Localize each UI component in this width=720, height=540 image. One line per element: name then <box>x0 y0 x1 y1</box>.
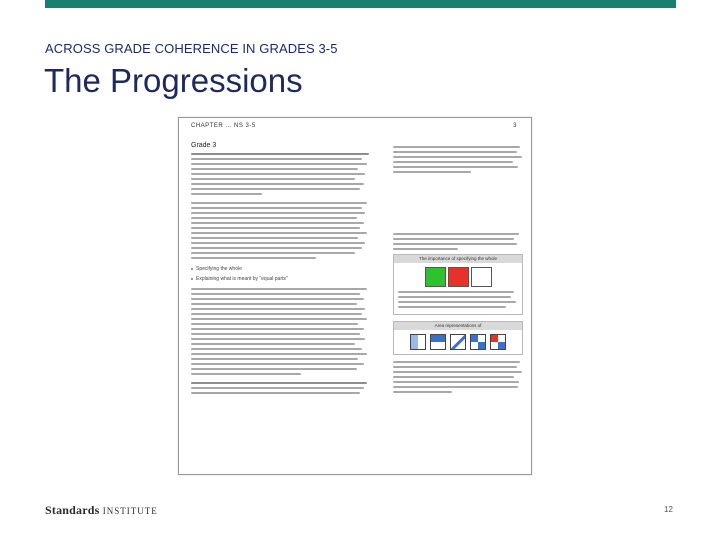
red-square <box>448 267 469 287</box>
text-line <box>191 298 364 300</box>
text-line <box>191 343 355 345</box>
text-line <box>191 153 369 155</box>
text-line <box>191 222 364 224</box>
text-line <box>191 247 362 249</box>
slide-title: The Progressions <box>44 62 303 99</box>
text-line <box>191 173 365 175</box>
text-line <box>191 363 364 365</box>
text-line <box>393 161 513 163</box>
doc-main-column <box>191 142 369 397</box>
text-line <box>191 178 355 180</box>
text-line <box>398 291 514 293</box>
doc-page-number: 3 <box>513 123 517 129</box>
area-square <box>470 334 486 350</box>
text-line <box>393 166 518 168</box>
text-line <box>398 301 516 303</box>
text-line <box>191 358 358 360</box>
text-line <box>191 158 362 160</box>
text-line <box>398 296 511 298</box>
text-line <box>393 171 471 173</box>
text-line <box>393 391 452 393</box>
text-line <box>191 382 367 384</box>
figure-area-representations <box>393 321 523 355</box>
area-square <box>490 334 506 350</box>
doc-bullet-text: Explaining what is meant by "equal parts" <box>196 276 288 282</box>
text-line <box>191 237 358 239</box>
area-square <box>430 334 446 350</box>
text-line <box>191 288 367 290</box>
text-line <box>191 392 360 394</box>
text-line <box>191 232 367 234</box>
text-line <box>191 193 262 195</box>
text-line <box>191 368 357 370</box>
figure-title: The importance of specifying the whole <box>394 255 522 263</box>
text-line <box>191 387 364 389</box>
text-line <box>191 348 362 350</box>
green-square <box>425 267 446 287</box>
section-kicker: ACROSS GRADE COHERENCE IN GRADES 3-5 <box>45 41 338 56</box>
standards-institute-logo <box>45 503 158 518</box>
text-line <box>393 361 520 363</box>
logo-main-text: Standards <box>45 503 100 517</box>
logo-small-text: INSTITUTE <box>102 506 158 516</box>
bullet-icon <box>191 268 193 270</box>
text-line <box>398 306 506 308</box>
text-line <box>191 242 365 244</box>
doc-heading: Grade 3 <box>191 142 217 149</box>
figure-squares <box>394 263 522 291</box>
text-line <box>191 188 360 190</box>
text-line <box>191 257 316 259</box>
text-line <box>393 146 520 148</box>
text-line <box>191 323 358 325</box>
doc-bullet <box>191 276 369 282</box>
doc-chapter-label: CHAPTER ... NS 3-5 <box>191 123 256 129</box>
text-line <box>191 338 365 340</box>
document-page-image <box>178 117 532 475</box>
text-line <box>191 207 362 209</box>
text-line <box>393 381 519 383</box>
text-line <box>191 318 367 320</box>
text-line <box>191 308 365 310</box>
text-line <box>191 333 360 335</box>
text-line <box>191 303 357 305</box>
text-line <box>393 371 522 373</box>
text-line <box>191 183 364 185</box>
text-line <box>191 217 357 219</box>
slide-page-number: 12 <box>664 505 673 514</box>
area-square <box>450 334 466 350</box>
text-line <box>191 202 367 204</box>
text-line <box>191 212 365 214</box>
figure-title: Area representations of <box>394 322 522 330</box>
doc-bullet-text: Specifying the whole <box>196 266 242 272</box>
text-line <box>393 151 517 153</box>
bullet-icon <box>191 278 193 280</box>
text-line <box>191 353 367 355</box>
text-line <box>393 233 519 235</box>
doc-running-header <box>191 123 517 129</box>
text-line <box>393 386 518 388</box>
white-square <box>471 267 492 287</box>
text-line <box>191 313 362 315</box>
text-line <box>191 293 360 295</box>
text-line <box>191 252 355 254</box>
text-line <box>191 163 367 165</box>
text-line <box>191 373 301 375</box>
text-line <box>191 227 360 229</box>
text-line <box>393 243 517 245</box>
text-line <box>393 238 514 240</box>
text-line <box>393 366 517 368</box>
text-line <box>393 376 514 378</box>
doc-bullet <box>191 266 369 272</box>
area-square <box>410 334 426 350</box>
top-accent-bar <box>45 0 676 8</box>
figure-specifying-whole <box>393 254 523 315</box>
text-line <box>191 328 364 330</box>
text-line <box>191 168 358 170</box>
text-line <box>393 156 522 158</box>
doc-margin-column <box>393 146 523 396</box>
area-squares <box>394 330 522 354</box>
text-line <box>393 248 458 250</box>
